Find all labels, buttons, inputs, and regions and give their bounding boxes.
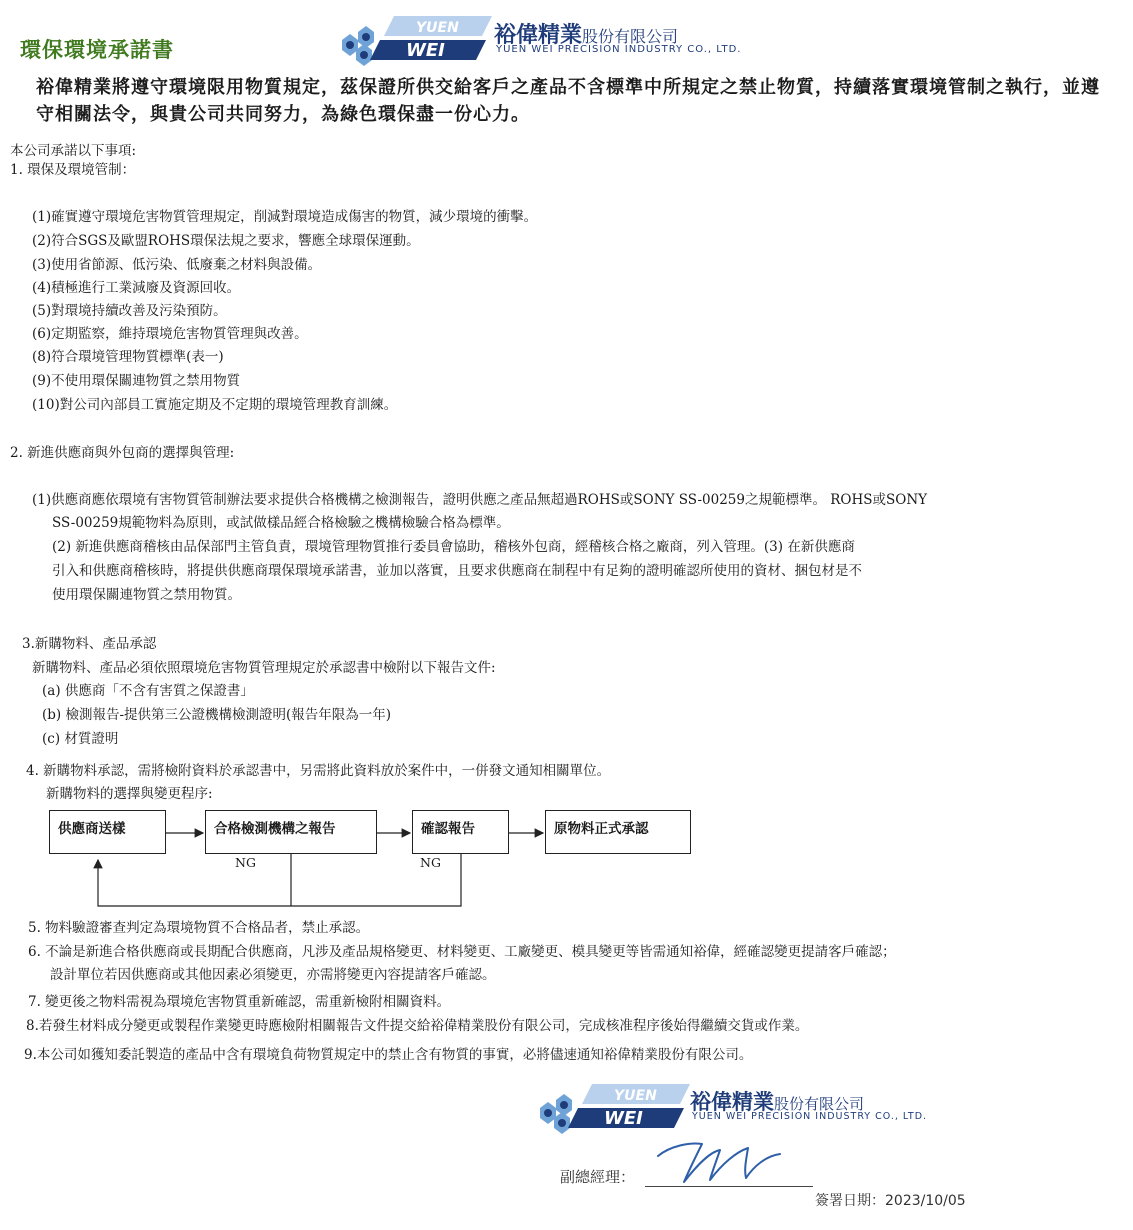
section2-paragraph2: (2) 新進供應商稽核由品保部門主管負責，環境管理物質推行委員會協助，稽核外包商，經稽核合格之廠商，列入管理。(3) 在新供應商 bbox=[52, 539, 855, 555]
section2-paragraph1-cont: SS-00259規範物料為原則，或試做樣品經合格檢驗之機構檢驗合格為標準。 bbox=[52, 515, 510, 531]
section1-item: (1)確實遵守環境危害物質管理規定，削減對環境造成傷害的物質，減少環境的衝擊。 bbox=[32, 209, 538, 225]
section5: 5. 物料驗證審查判定為環境物質不合格品者，禁止承認。 bbox=[28, 920, 370, 936]
section1-title: 1. 環保及環境管制： bbox=[10, 162, 136, 178]
section1-item: (6)定期監察，維持環境危害物質管理與改善。 bbox=[32, 326, 308, 342]
document-title: 環保環境承諾書 bbox=[20, 38, 174, 62]
section2-paragraph2-cont: 引入和供應商稽核時，將提供供應商環保環境承諾書，並加以落實，且要求供應商在制程中有足夠的證明確認所使用的資材、捆包材是不 bbox=[52, 563, 862, 579]
company-name-zh: 裕偉精業 bbox=[494, 23, 583, 48]
svg-text:YUEN: YUEN bbox=[416, 20, 459, 36]
company-name-en: YUEN WEI PRECISION INDUSTRY CO., LTD. bbox=[496, 44, 742, 55]
company-logo-top bbox=[336, 10, 776, 66]
section1-item: (5)對環境持續改善及污染預防。 bbox=[32, 303, 227, 319]
company-name-en: YUEN WEI PRECISION INDUSTRY CO., LTD. bbox=[692, 1111, 928, 1122]
flow-box-formal-approval: 原物料正式承認 bbox=[545, 810, 691, 854]
section1-item: (10)對公司內部員工實施定期及不定期的環境管理教育訓練。 bbox=[32, 397, 398, 413]
section4-title: 4. 新購物料承認，需將檢附資料於承認書中，另需將此資料放於案件中，一併發文通知相關單位。 bbox=[26, 763, 611, 779]
commit-heading: 本公司承諾以下事項: bbox=[10, 143, 137, 159]
section6: 6. 不論是新進合格供應商或長期配合供應商，凡涉及產品規格變更、材料變更、工廠變更、模具變更等皆需通知裕偉，經確認變更提請客戶確認； bbox=[28, 944, 896, 960]
flow-ng-label: NG bbox=[420, 855, 441, 870]
svg-text:WEI: WEI bbox=[604, 1108, 643, 1129]
section8: 8.若發生材料成分變更或製程作業變更時應檢附相關報告文件提交給裕偉精業股份有限公司，完成核准程序後始得繼續交貨或作業。 bbox=[26, 1018, 809, 1034]
flow-box-confirm-report: 確認報告 bbox=[412, 810, 509, 854]
signature-label: 副總經理： bbox=[560, 1168, 636, 1186]
section9: 9.本公司如獲知委託製造的產品中含有環境負荷物質規定中的禁止含有物質的事實，必將儘速通知裕偉精業股份有限公司。 bbox=[24, 1047, 753, 1063]
svg-text:YUEN: YUEN bbox=[614, 1088, 657, 1104]
company-logo-mark bbox=[336, 10, 492, 66]
section1-item: (8)符合環境管理物質標準(表一) bbox=[32, 349, 224, 365]
section3-desc: 新購物料、產品必須依照環境危害物質管理規定於承認書中檢附以下報告文件: bbox=[32, 660, 496, 676]
section3-item: (b) 檢測報告-提供第三公證機構檢測證明(報告年限為一年) bbox=[42, 707, 392, 723]
company-name-zh: 裕偉精業 bbox=[690, 1090, 774, 1114]
flow-ng-label: NG bbox=[235, 855, 256, 870]
sign-date: 簽署日期：2023/10/05 bbox=[815, 1193, 966, 1209]
section1-item: (3)使用省節源、低污染、低廢棄之材料與設備。 bbox=[32, 257, 322, 273]
svg-text:WEI: WEI bbox=[406, 40, 445, 61]
company-logo-mark bbox=[534, 1078, 690, 1134]
company-name-suffix: 股份有限公司 bbox=[774, 1095, 865, 1113]
flow-box-supplier-sample: 供應商送樣 bbox=[49, 810, 166, 854]
section7: 7. 變更後之物料需視為環境危害物質重新確認，需重新檢附相關資料。 bbox=[28, 994, 451, 1010]
company-name-suffix: 股份有限公司 bbox=[582, 27, 679, 46]
section1-item: (4)積極進行工業減廢及資源回收。 bbox=[32, 280, 241, 296]
flow-connectors bbox=[0, 800, 720, 915]
section1-item: (2)符合SGS及歐盟ROHS環保法規之要求，響應全球環保運動。 bbox=[32, 233, 420, 249]
flow-return-line bbox=[98, 854, 461, 906]
handwritten-signature bbox=[650, 1134, 790, 1190]
section2-paragraph1: (1)供應商應依環境有害物質管制辦法要求提供合格機構之檢測報告，證明供應之產品無超過ROHS或SONY SS-00259之規範標準。 ROHS或SONY bbox=[32, 492, 928, 508]
flow-box-test-report: 合格檢測機構之報告 bbox=[205, 810, 377, 854]
section6-cont: 設計單位若因供應商或其他因素必須變更，亦需將變更內容提請客戶確認。 bbox=[50, 967, 496, 983]
section1-item: (9)不使用環保關連物質之禁用物質 bbox=[32, 373, 241, 389]
section3-title: 3.新購物料、產品承認 bbox=[22, 636, 157, 652]
section2-title: 2. 新進供應商與外包商的選擇與管理: bbox=[10, 445, 235, 461]
section3-item: (a) 供應商「不含有害質之保證書」 bbox=[42, 683, 254, 699]
section2-paragraph2-cont: 使用環保關連物質之禁用物質。 bbox=[52, 587, 241, 603]
intro-statement: 裕偉精業將遵守環境限用物質規定，茲保證所供交給客戶之產品不含標準中所規定之禁止物質，持續落實環境管制之執行，並遵守相關法令，與貴公司共同努力，為綠色環保盡一份心力。 bbox=[36, 77, 1100, 125]
flow-caption: 新購物料的選擇與變更程序: bbox=[46, 786, 213, 802]
company-logo-bottom bbox=[534, 1078, 974, 1134]
section3-item: (c) 材質證明 bbox=[42, 731, 119, 747]
